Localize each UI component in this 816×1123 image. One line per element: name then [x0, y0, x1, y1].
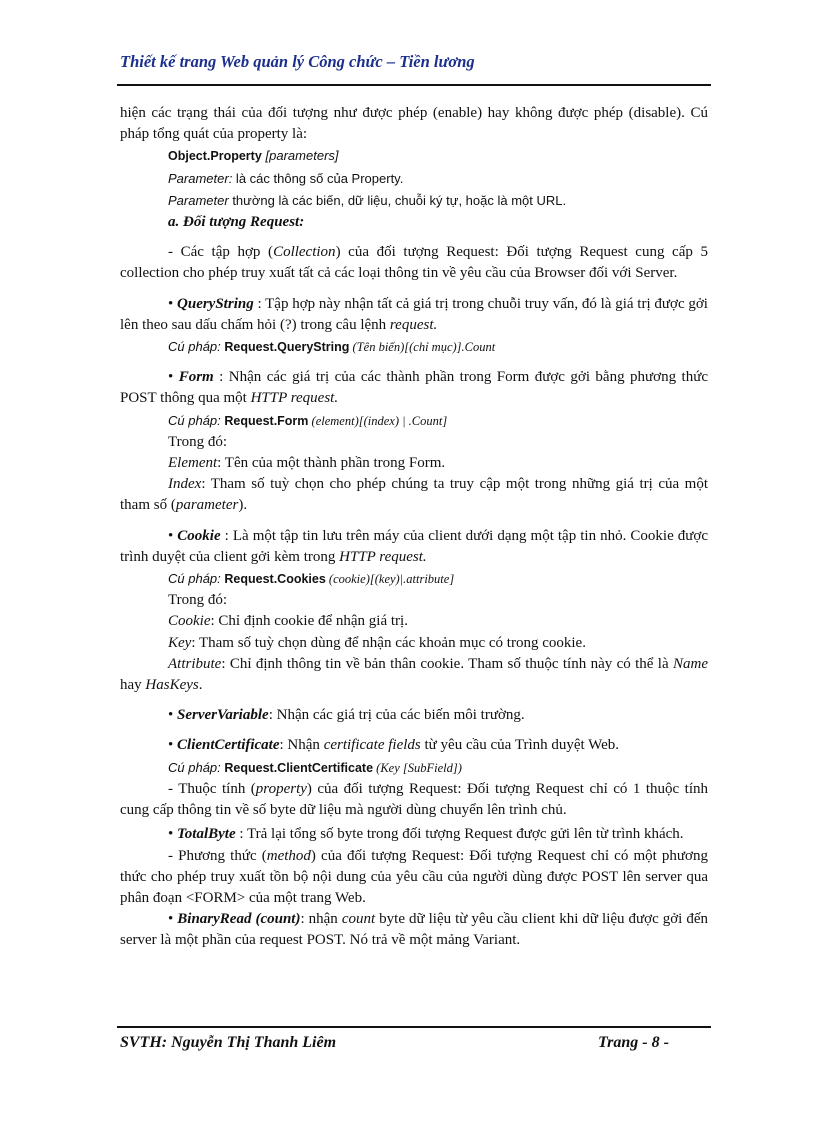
attribute-name-em: Name [673, 655, 708, 672]
syntax-args: (element)[(index) | .Count] [308, 413, 448, 428]
page-header-title: Thiết kế trang Web quản lý Công chức – Tiền lương [120, 52, 475, 71]
cookie-cookie-def [120, 611, 708, 632]
footer-page-number: Trang - 8 - [598, 1034, 669, 1051]
collection-paragraph [120, 242, 708, 284]
cookie-em: HTTP request. [339, 548, 427, 565]
key-term: Key [168, 634, 192, 651]
method-post: ) của đối tượng Request: Đối tượng Request chỉ có một phương thức cho phép truy xuất tồn bộ nội dung của yêu cầu của người dùng được POST lên server qua phân đoạn <FORM> của một trang Web. [120, 847, 708, 906]
syntax-args: (cookie)[(key)|.attribute] [325, 572, 455, 587]
property-paragraph [120, 779, 708, 821]
servervariable-text: : Nhận các giá trị của các biến môi trường. [268, 707, 525, 724]
querystring-name: QueryString [177, 295, 254, 312]
method-pre: - Phương thức ( [168, 847, 267, 864]
syntax-code: Object.Property [168, 149, 262, 164]
param-usage [120, 190, 708, 212]
binaryread-post: byte dữ liệu từ yêu cầu client khi dữ liệu được gởi đến server là một phần của request POST. Nó trả về một mảng Variant. [120, 911, 709, 949]
binaryread-em: count [341, 911, 376, 928]
bullet-icon: • [168, 737, 178, 754]
param-definition-text: là các thông số của Property. [232, 170, 404, 186]
attribute-text: : Chỉ định thông tin về bản thân cookie. Tham số thuộc tính này có thể là [221, 655, 673, 672]
header-divider [117, 84, 711, 86]
param-term: Parameter: [168, 170, 233, 186]
querystring-em: request. [389, 316, 438, 333]
footer-author: SVTH: Nguyễn Thị Thanh Liêm [120, 1034, 337, 1051]
cookie-term: Cookie [168, 613, 211, 630]
bullet-icon: • [168, 826, 178, 843]
cookie-name: Cookie [177, 527, 221, 544]
syntax-param: [parameters] [265, 148, 339, 164]
form-where: Trong đó: [168, 433, 228, 450]
element-text: : Tên của một thành phần trong Form. [217, 455, 446, 472]
form-paragraph [120, 367, 708, 409]
clientcertificate-post: từ yêu cầu của Trình duyệt Web. [420, 737, 620, 754]
syntax-code: Request.ClientCertificate [224, 760, 374, 775]
syntax-label: Cú pháp: [168, 412, 225, 428]
cookie-syntax [120, 568, 708, 590]
property-pre: - Thuộc tính ( [168, 780, 256, 797]
collection-pre: - Các tập hợp ( [168, 244, 274, 261]
attribute-end: . [198, 677, 203, 694]
syntax-args: (Tên biến)[(chỉ mục)].Count [349, 340, 496, 355]
method-paragraph [120, 846, 708, 910]
cookie-text: : Là một tập tin lưu trên máy của client dưới dạng một tập tin nhỏ. Cookie được trình duyệt của client gởi kèm trong [120, 527, 708, 565]
bullet-icon: • [168, 707, 178, 724]
attribute-term: Attribute [168, 655, 222, 672]
collection-post: ) của đối tượng Request: Đối tượng Request cung cấp 5 collection cho phép truy xuất tất cả các loại thông tin về yêu cầu của Browser đối với Server. [120, 244, 708, 282]
servervariable-paragraph [120, 705, 708, 726]
clientcertificate-name: ClientCertificate [177, 737, 280, 754]
bullet-icon: • [168, 911, 178, 928]
totalbyte-text: : Trả lại tổng số byte trong đối tượng Request được gửi lên từ trình khách. [235, 826, 684, 843]
totalbyte-name: TotalByte [177, 826, 236, 843]
form-name: Form [178, 369, 214, 386]
querystring-syntax [120, 336, 708, 358]
index-end: ). [238, 497, 248, 514]
totalbyte-paragraph [120, 824, 708, 845]
form-em: HTTP request. [250, 390, 339, 407]
binaryread-pre: : nhận [300, 911, 342, 928]
cookie-paragraph [120, 526, 708, 568]
key-text: : Tham số tuỳ chọn dùng để nhận các khoản mục có trong cookie. [191, 634, 586, 651]
syntax-code: Request.Cookies [224, 572, 326, 587]
servervariable-name: ServerVariable [177, 707, 269, 724]
binaryread-arg: (count) [251, 911, 301, 928]
property-em: property [255, 780, 307, 797]
general-syntax-line [120, 145, 708, 167]
syntax-label: Cú pháp: [168, 571, 225, 587]
index-em: parameter [175, 497, 239, 514]
attribute-haskeys-em: HasKeys [145, 677, 199, 694]
querystring-text: : Tập hợp này nhận tất cả giá trị trong chuỗi truy vấn, đó là giá trị được gởi lên theo sau dấu chấm hỏi (?) trong câu lệnh [120, 295, 708, 333]
cookie-term-text: : Chỉ định cookie để nhận giá trị. [210, 613, 408, 630]
element-term: Element [168, 455, 218, 472]
section-heading-request: a. Đối tượng Request: [168, 214, 305, 231]
param-usage-text: thường là các biến, dữ liệu, chuỗi ký tự, hoặc là một URL. [228, 192, 567, 208]
syntax-code: Request.Form [224, 413, 309, 428]
param-usage-term: Parameter [168, 192, 229, 208]
form-index-def [120, 474, 708, 516]
footer-divider [117, 1026, 711, 1028]
cookie-attribute-def [120, 654, 708, 696]
param-definition [120, 168, 708, 190]
querystring-paragraph [120, 294, 708, 336]
page-body [120, 103, 708, 952]
cookie-key-def [120, 633, 708, 654]
form-syntax [120, 410, 708, 432]
cookie-where: Trong đó: [168, 592, 228, 609]
method-em: method [266, 847, 311, 864]
syntax-code: Request.QueryString [224, 340, 350, 355]
index-text: : Tham số tuỳ chọn cho phép chúng ta truy cập một trong những giá trị của một tham số ( [120, 476, 708, 514]
form-element-def [120, 453, 708, 474]
bullet-icon: • [168, 527, 178, 544]
syntax-label: Cú pháp: [168, 339, 225, 355]
bullet-icon: • [168, 295, 178, 312]
index-term: Index [168, 476, 202, 493]
clientcertificate-em: certificate fields [323, 737, 421, 754]
clientcertificate-pre: : Nhận [279, 737, 324, 754]
intro-paragraph: hiện các trạng thái của đối tượng như được phép (enable) hay không được phép (disable). Cú pháp tổng quát của property là: [120, 105, 708, 143]
syntax-label: Cú pháp: [168, 759, 225, 775]
property-post: ) của đối tượng Request: Đối tượng Request chỉ có 1 thuộc tính cung cấp thông tin về số byte dữ liệu mà người dùng chuyển lên trình chủ. [120, 780, 708, 819]
bullet-icon: • [168, 369, 179, 386]
form-text: : Nhận các giá trị của các thành phần trong Form được gởi bằng phương thức POST thông qua một [120, 369, 708, 407]
binaryread-name: BinaryRead [177, 911, 252, 928]
collection-em: Collection [273, 244, 336, 261]
syntax-args: (Key [SubField]) [373, 760, 462, 775]
binaryread-paragraph [120, 909, 708, 951]
clientcertificate-syntax [120, 757, 708, 779]
clientcertificate-paragraph [120, 735, 708, 756]
attribute-mid: hay [120, 677, 146, 694]
